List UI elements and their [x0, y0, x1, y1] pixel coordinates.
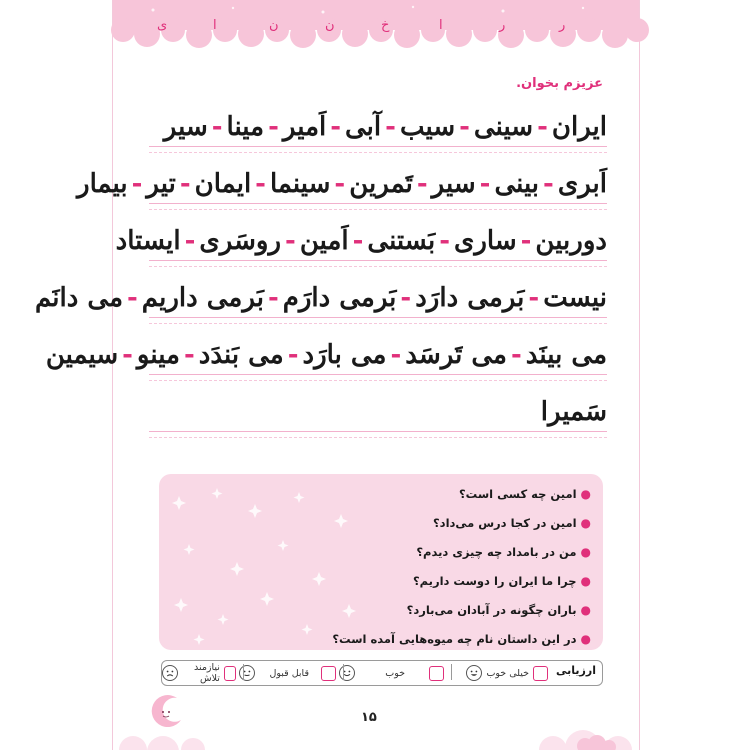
- word-separator-dash: -: [520, 226, 532, 256]
- reading-word: سَمیرا: [540, 397, 607, 427]
- evaluation-option-label: قابل قبول: [269, 667, 309, 679]
- word-separator-dash: -: [352, 226, 364, 256]
- reading-word-lines: [35, 104, 607, 446]
- reading-word: سیر: [163, 112, 208, 142]
- evaluation-checkbox[interactable]: [321, 666, 336, 681]
- divider: [243, 664, 244, 680]
- header-letter: ن: [269, 18, 279, 33]
- question-item: [332, 480, 591, 509]
- reading-line-text: [77, 169, 607, 199]
- evaluation-checkbox[interactable]: [533, 666, 548, 681]
- self-evaluation-bar: [161, 660, 603, 686]
- guide-line: [149, 323, 607, 324]
- reading-word: می بارَد: [302, 340, 387, 370]
- reading-line: [149, 389, 607, 446]
- divider: [451, 664, 452, 680]
- bullet-icon: ●: [580, 545, 591, 559]
- reading-line: [45, 332, 607, 389]
- word-separator-dash: -: [184, 226, 196, 256]
- reading-word: سینما: [269, 169, 331, 199]
- word-separator-dash: -: [179, 169, 191, 199]
- bullet-icon: ●: [580, 574, 591, 588]
- evaluation-label: ارزیابی: [556, 664, 596, 677]
- divider: [343, 664, 344, 680]
- reading-line-text: [164, 112, 607, 142]
- word-separator-dash: -: [439, 226, 450, 256]
- reading-word: سیمین: [45, 340, 119, 370]
- guide-line: [149, 380, 607, 381]
- reading-word: بَستنی: [367, 226, 436, 256]
- header-letter: ی: [157, 18, 168, 33]
- word-separator-dash: -: [285, 226, 296, 256]
- reading-line: [115, 218, 607, 275]
- guide-line: [149, 266, 607, 267]
- page-number: ۱۵: [361, 710, 377, 725]
- guide-line: [149, 203, 607, 204]
- reading-line-text: [35, 283, 607, 313]
- workbook-page: [35, 0, 640, 750]
- reading-word: اَبری: [557, 169, 607, 199]
- word-separator-dash: -: [528, 283, 540, 313]
- reading-word: بَرمی داریم: [141, 283, 264, 313]
- neutral-smile-face-icon: [239, 665, 255, 681]
- word-separator-dash: -: [400, 283, 412, 313]
- word-separator-dash: -: [510, 340, 522, 370]
- word-separator-dash: -: [390, 340, 402, 370]
- word-separator-dash: -: [131, 169, 143, 199]
- evaluation-option-label: خیلی خوب: [486, 667, 529, 679]
- reading-line-text: [46, 340, 607, 370]
- evaluation-option-very-good[interactable]: [466, 663, 548, 683]
- question-text: امین در کجا درس می‌داد؟: [433, 516, 577, 530]
- guide-line: [149, 209, 607, 210]
- word-separator-dash: -: [543, 169, 554, 199]
- word-separator-dash: -: [211, 112, 223, 142]
- word-separator-dash: -: [268, 112, 279, 142]
- reading-line: [35, 275, 607, 332]
- reading-word: ساری: [454, 226, 517, 256]
- guide-line: [149, 374, 607, 375]
- reading-word: بَرمی دارَم: [282, 283, 397, 313]
- crescent-moon-icon: [147, 690, 187, 730]
- word-separator-dash: -: [267, 283, 279, 313]
- reading-word: می تَرسَد: [405, 340, 507, 370]
- reading-word: روسَری: [199, 226, 282, 256]
- word-separator-dash: -: [334, 169, 346, 199]
- exercise-instruction: عزیزم بخوان.: [516, 76, 603, 91]
- header-letter: ا: [439, 18, 443, 33]
- bullet-icon: ●: [580, 603, 591, 617]
- reading-word: اَمیر: [282, 112, 327, 142]
- reading-word: سیر: [431, 169, 476, 199]
- reading-word: ایران: [551, 112, 607, 142]
- word-separator-dash: -: [479, 169, 491, 199]
- smile-face-icon: [339, 665, 355, 681]
- evaluation-option-label: خوب: [385, 667, 405, 679]
- reading-word: می بینَد: [525, 340, 607, 370]
- question-item: [332, 625, 591, 654]
- question-list: [332, 480, 591, 654]
- sad-face-icon: [162, 665, 178, 681]
- reading-word: سیب: [399, 112, 456, 142]
- header-letter: ا: [213, 18, 217, 33]
- very-happy-face-icon: [466, 665, 482, 681]
- reading-line-text: [116, 226, 607, 256]
- question-item: [332, 596, 591, 625]
- reading-line-text: [541, 397, 607, 427]
- word-separator-dash: -: [287, 340, 299, 370]
- word-separator-dash: -: [385, 112, 396, 142]
- guide-line: [149, 431, 607, 432]
- reading-word: سینی: [473, 112, 534, 142]
- reading-word: مینا: [226, 112, 265, 142]
- guide-line: [149, 152, 607, 153]
- reading-word: تیر: [146, 169, 176, 199]
- question-text: من در بامداد چه چیزی دیدم؟: [416, 545, 577, 559]
- question-text: امین چه کسی است؟: [459, 487, 577, 501]
- guide-line: [149, 317, 607, 318]
- evaluation-checkbox[interactable]: [429, 666, 444, 681]
- reading-line: [77, 161, 607, 218]
- evaluation-option-needs-effort[interactable]: [162, 663, 236, 683]
- word-separator-dash: -: [330, 112, 342, 142]
- reading-word: نیست: [543, 283, 607, 313]
- word-separator-dash: -: [537, 112, 548, 142]
- word-separator-dash: -: [459, 112, 470, 142]
- reading-word: بینی: [494, 169, 540, 199]
- reading-word: تَمرین: [349, 169, 413, 199]
- evaluation-option-label: نیازمند تلاش: [193, 662, 220, 684]
- bullet-icon: ●: [580, 516, 591, 530]
- question-item: [332, 538, 591, 567]
- reading-line: [149, 104, 607, 161]
- reading-word: آبی: [345, 112, 382, 142]
- question-item: [332, 567, 591, 596]
- guide-line: [149, 437, 607, 438]
- word-separator-dash: -: [255, 169, 266, 199]
- reading-word: ایمان: [194, 169, 252, 199]
- question-text: چرا ما ایران را دوست داریم؟: [412, 574, 577, 588]
- reading-word: ایستاد: [115, 226, 181, 256]
- bullet-icon: ●: [580, 487, 591, 501]
- question-text: باران چگونه در آبادان می‌بارد؟: [406, 603, 577, 617]
- reading-word: مینو: [136, 340, 180, 370]
- reading-word: دوربین: [535, 226, 607, 256]
- guide-line: [149, 146, 607, 147]
- header-letter: ر: [559, 18, 566, 33]
- evaluation-checkbox[interactable]: [224, 666, 236, 681]
- question-text: در این داستان نام چه میوه‌هایی آمده است؟: [332, 632, 577, 646]
- header-letter: خ: [381, 18, 390, 33]
- reading-word: بیمار: [77, 169, 128, 199]
- bullet-icon: ●: [580, 632, 591, 646]
- reading-word: اَمین: [299, 226, 349, 256]
- header-letter: ر: [499, 18, 506, 33]
- question-item: [332, 509, 591, 538]
- comprehension-questions-box: [159, 474, 603, 650]
- word-separator-dash: -: [127, 283, 138, 313]
- word-separator-dash: -: [416, 169, 428, 199]
- word-separator-dash: -: [122, 340, 133, 370]
- header-letter: ن: [325, 18, 335, 33]
- word-separator-dash: -: [183, 340, 195, 370]
- alphabet-letter-row: [113, 6, 639, 42]
- guide-line: [149, 260, 607, 261]
- reading-word: می دانَم: [35, 283, 123, 313]
- reading-word: می بَندَد: [198, 340, 284, 370]
- reading-word: بَرمی دارَد: [415, 283, 525, 313]
